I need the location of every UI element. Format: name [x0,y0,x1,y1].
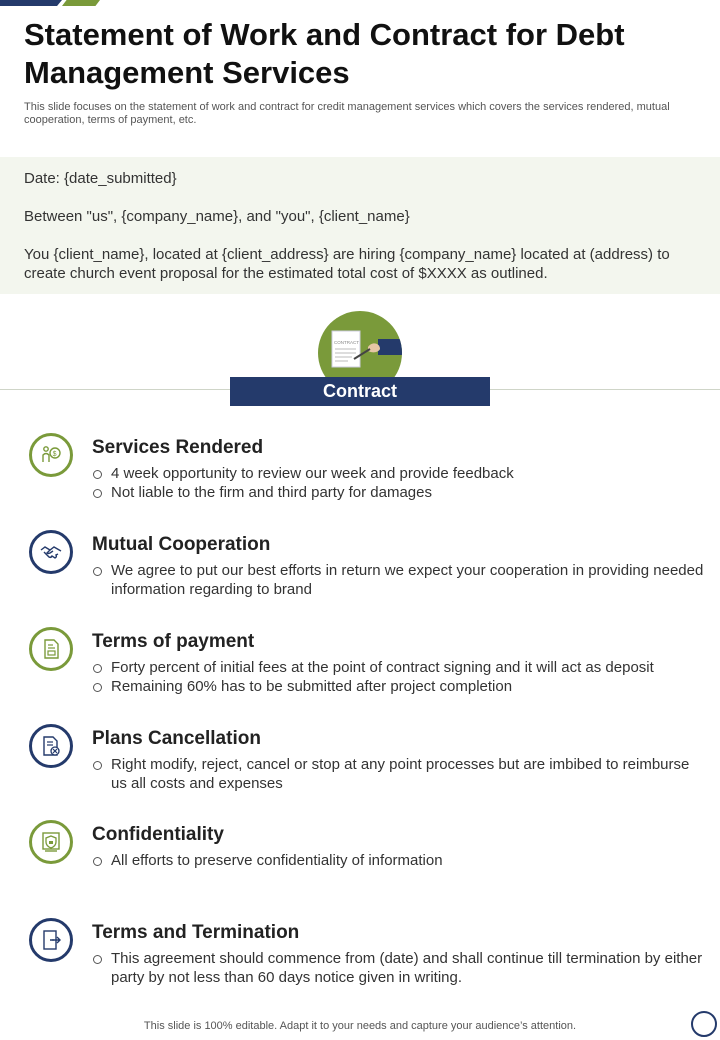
between-line: Between "us", {company_name}, and "you", {client_name} [24,208,410,225]
bullet-list [92,561,707,599]
accent-stripe-navy [0,0,62,6]
section-heading: Confidentiality [92,824,224,845]
section-heading: Terms of payment [92,631,255,652]
section-heading: Services Rendered [92,437,264,458]
handshake-icon [29,530,73,574]
person-dollar-icon [29,433,73,477]
bullet-list [92,949,707,987]
list-item: All efforts to preserve confidentiality of information [92,851,707,870]
bullet-list [92,755,707,793]
list-item: Not liable to the firm and third party for damages [92,483,707,502]
intro-box [0,157,720,294]
list-item: We agree to put our best efforts in return we expect your cooperation in providing needed information regarding to brand [92,561,707,599]
shield-lock-icon [29,820,73,864]
contract-banner: Contract [230,377,490,406]
top-accent-bar [0,0,110,8]
hiring-line: You {client_name}, located at {client_address} are hiring {company_name} located at (address) to create church event proposal for the estimated total cost of $XXXX as outlined. [24,246,670,282]
corner-circle-icon [691,1011,717,1037]
bullet-list [92,464,707,502]
svg-text:$: $ [52,451,57,458]
accent-stripe-green [62,0,100,6]
footer-note: This slide is 100% editable. Adapt it to your needs and capture your audience’s attention. [143,1020,577,1032]
list-item: 4 week opportunity to review our week and provide feedback [92,464,707,483]
svg-text:CONTRACT: CONTRACT [334,340,359,345]
list-item: Forty percent of initial fees at the point of contract signing and it will act as deposit [92,658,707,677]
list-item: Right modify, reject, cancel or stop at any point processes but are imbibed to reimburse us all costs and expenses [92,755,707,793]
page-title: Statement of Work and Contract for Debt Management Services [24,17,625,90]
date-line: Date: {date_submitted} [24,170,177,187]
invoice-document-icon [29,627,73,671]
exit-door-icon [29,918,73,962]
section-heading: Terms and Termination [92,922,300,943]
document-cancel-icon [29,724,73,768]
list-item: This agreement should commence from (date) and shall continue till termination by either party by not less than 60 days notice given in writing. [92,949,707,987]
bullet-list [92,851,707,870]
bullet-list [92,658,707,696]
section-heading: Mutual Cooperation [92,534,271,555]
page-subtitle: This slide focuses on the statement of work and contract for credit management services which covers the services rendered, mutual cooperation, terms of payment, etc. [24,101,670,126]
list-item: Remaining 60% has to be submitted after project completion [92,677,707,696]
section-heading: Plans Cancellation [92,728,261,749]
